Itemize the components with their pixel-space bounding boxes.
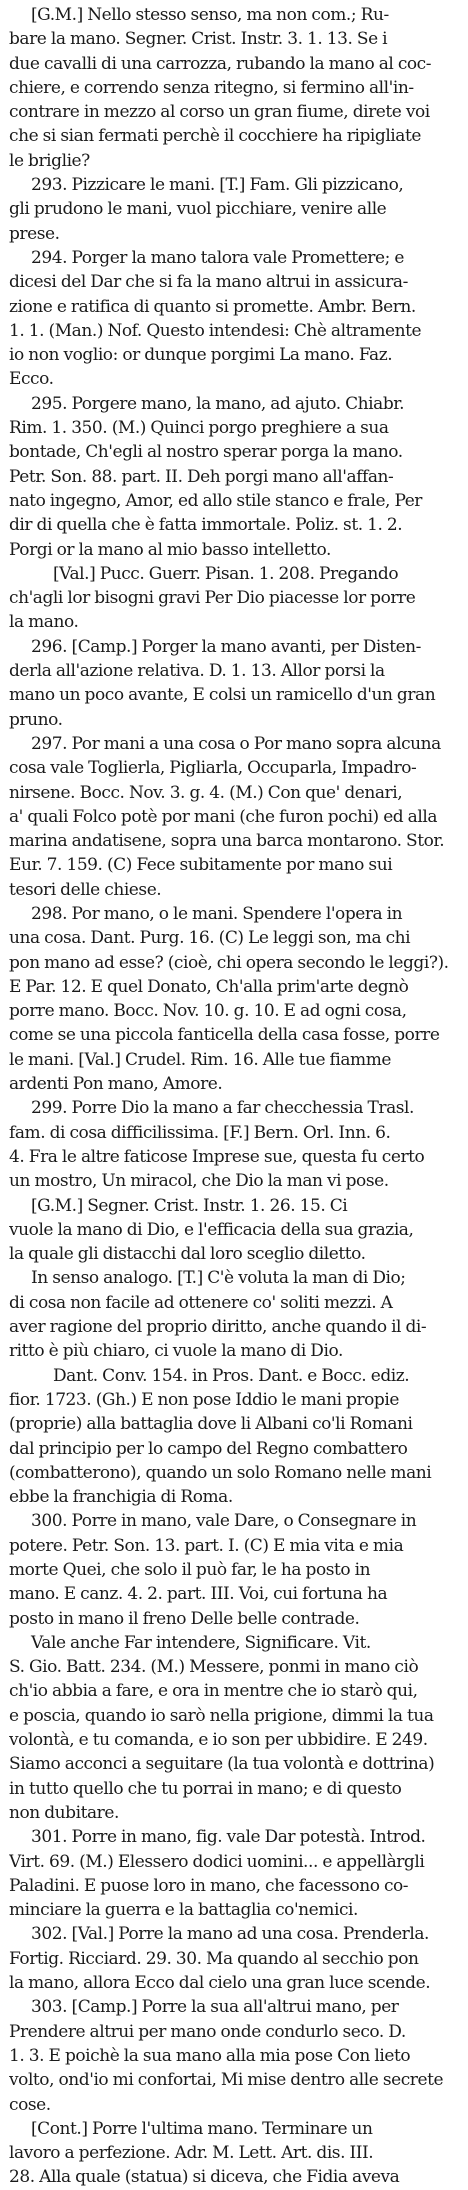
text-line: in tutto quello che tu porrai in mano; e di questo [9,1778,402,1799]
text-line: a' quali Folco potè por mani (che furon pochi) ed alla [9,806,438,827]
text-line: 301. Porre in mano, fig. vale Dar potestà. Introd. [31,1827,426,1848]
text-line: bontade, Ch'egli al nostro sperar porga la mano. [9,442,403,463]
text-line: ch'agli lor bisogni gravi Per Dio piacesse lor porre [9,588,416,609]
text-line: mano un poco avante, E colsi un ramicello d'un gran [9,685,436,706]
text-line: lavoro a perfezione. Adr. M. Lett. Art. dis. III. [9,2143,374,2164]
text-line: Virt. 69. (M.) Elessero dodici uomini... e appellàrgli [9,1851,425,1872]
text-line: Rim. 1. 350. (M.) Quinci porgo preghiere a sua [9,418,389,439]
text-line: fior. 1723. (Gh.) E non pose Iddio le mani propie [9,1389,399,1410]
text-line: derla all'azione relativa. D. 1. 13. Allor porsi la [9,661,385,682]
text-line: cosa vale Toglierla, Pigliarla, Occuparla, Impadro- [9,758,417,779]
text-line: pon mano ad esse? (cioè, chi opera secondo le leggi?). [9,952,449,973]
text-line: nato ingegno, Amor, ed allo stile stanco e frale, Per [9,490,422,511]
text-line: Dant. Conv. 154. in Pros. Dant. e Bocc. ediz. [53,1365,410,1386]
text-line: ardenti Pon mano, Amore. [9,1074,223,1095]
text-line: 28. Alla quale (statua) si diceva, che Fidia aveva [9,2167,400,2188]
text-line: 293. Pizzicare le mani. [T.] Fam. Gli pizzicano, [31,175,404,196]
text-line: zione e ratifica di quanto si promette. Ambr. Bern. [9,296,416,317]
text-line: dicesi del Dar che si fa la mano altrui in assicura- [9,272,408,293]
text-line: 295. Porgere mano, la mano, ad ajuto. Chiabr. [31,393,405,414]
text-line: (proprie) alla battaglia dove li Albani co'li Romani [9,1414,413,1435]
text-line: e poscia, quando io sarò nella prigione, dimmi la tua [9,1705,434,1726]
text-line: ebbe la franchigia di Roma. [9,1487,233,1508]
text-line: dal principio per lo campo del Regno combattero [9,1438,408,1459]
text-line: [G.M.] Segner. Crist. Instr. 1. 26. 15. Ci [31,1195,348,1216]
text-line: Vale anche Far intendere, Significare. Vit. [31,1632,371,1653]
text-line: posto in mano il freno Delle belle contrade. [9,1608,360,1629]
text-line: pruno. [9,709,63,730]
text-line: [G.M.] Nello stesso senso, ma non com.; Ru- [31,5,389,25]
text-line: Eur. 7. 159. (C) Fece subitamente por mano sui [9,855,393,876]
text-line: porre mano. Bocc. Nov. 10. g. 10. E ad ogni cosa, [9,1001,407,1022]
text-line: potere. Petr. Son. 13. part. I. (C) E mia vita e mia [9,1535,404,1556]
text-line: Fortig. Ricciard. 29. 30. Ma quando al secchio pon [9,1948,419,1969]
text-line: 1. 3. E poichè la sua mano alla mia pose Con lieto [9,2045,411,2066]
text-line: 298. Por mano, o le mani. Spendere l'opera in [31,903,403,924]
text-line: vuole la mano di Dio, e l'efficacia della sua grazia, [9,1219,414,1240]
text-line: E Par. 12. E quel Donato, Ch'alla prim'arte degnò [9,976,409,997]
text-line: 294. Porger la mano talora vale Promettere; e [31,247,404,268]
text-line: la quale gli distacchi dal loro sceglio diletto. [9,1244,366,1265]
text-line: 299. Porre Dio la mano a far checchessia Trasl. [31,1098,414,1119]
text-line: minciare la guerra e la battaglia co'nemici. [9,1900,358,1921]
text-line: la mano. [9,612,79,633]
text-line: Siamo acconci a seguitare (la tua volontà e dottrina) [9,1754,435,1775]
text-line: aver ragione del proprio diritto, anche quando il di- [9,1317,427,1338]
text-line: di cosa non facile ad ottenere co' soliti mezzi. A [9,1292,393,1313]
text-line: due cavalli di una carrozza, rubando la mano al coc- [9,53,432,74]
text-line: fam. di cosa difficilissima. [F.] Bern. Orl. Inn. 6. [9,1122,391,1143]
text-line: che si sian fermati perchè il cocchiere ha ripigliate [9,126,421,147]
text-line: 1. 1. (Man.) Nof. Questo intendesi: Chè altramente [9,320,422,341]
text-line: una cosa. Dant. Purg. 16. (C) Le leggi son, ma chi [9,928,411,949]
text-line: (combatterono), quando un solo Romano nelle mani [9,1462,432,1483]
text-line: ch'io abbia a fare, e ora in mentre che io starò qui, [9,1681,418,1702]
text-line: 297. Por mani a una cosa o Por mano sopra alcuna [31,733,441,754]
text-line: Prendere altrui per mano onde condurlo seco. D. [9,2021,406,2042]
text-line: contrare in mezzo al corso un gran fiume, direte voi [9,102,430,123]
text-line: S. Gio. Batt. 234. (M.) Messere, ponmi in mano ciò [9,1657,419,1678]
text-line: marina andatisene, sopra una barca montarono. Stor. [9,831,445,852]
text-line: dir di quella che è fatta immortale. Poliz. st. 1. 2. [9,515,403,536]
text-line: Porgi or la mano al mio basso intelletto. [9,539,331,560]
text-line: 296. [Camp.] Porger la mano avanti, per Disten- [31,636,421,657]
text-line: gli prudono le mani, vuol picchiare, venire alle [9,199,387,220]
text-line: le mani. [Val.] Crudel. Rim. 16. Alle tue fiamme [9,1049,392,1070]
text-line: 300. Porre in mano, vale Dare, o Consegnare in [31,1511,417,1532]
text-line: la mano, allora Ecco dal cielo una gran luce scende. [9,1973,431,1994]
text-line: 302. [Val.] Porre la mano ad una cosa. Prenderla. [31,1924,429,1945]
text-line: [Val.] Pucc. Guerr. Pisan. 1. 208. Pregando [53,563,399,584]
text-line: le briglie? [9,150,90,171]
text-line: bare la mano. Segner. Crist. Instr. 3. 1. 13. Se i [9,29,388,50]
text-line: Ecco. [9,369,54,390]
text-line: non dubitare. [9,1802,119,1823]
text-line: Paladini. E puose loro in mano, che facessono co- [9,1875,409,1896]
text-line: mano. E canz. 4. 2. part. III. Voi, cui fortuna ha [9,1584,388,1605]
text-line: come se una piccola fanticella della casa fosse, porre [9,1025,440,1046]
text-line: io non voglio: or dunque porgimi La mano. Faz. [9,345,393,366]
text-line: In senso analogo. [T.] C'è voluta la man di Dio; [31,1268,406,1289]
text-line: morte Quei, che solo il può far, le ha posto in [9,1560,371,1580]
text-line: Petr. Son. 88. part. II. Deh porgi mano all'affan- [9,466,394,487]
text-line: [Cont.] Porre l'ultima mano. Terminare un [31,2118,373,2139]
text-line: volontà, e tu comanda, e io son per ubbidire. E 249. [9,1730,428,1751]
text-line: nirsene. Bocc. Nov. 3. g. 4. (M.) Con que' denari, [9,782,403,803]
text-line: 4. Fra le altre faticose Imprese sue, questa fu certo [9,1146,425,1167]
text-line: 303. [Camp.] Porre la sua all'altrui mano, per [31,1997,399,2018]
text-line: tesori delle chiese. [9,879,162,900]
text-line: chiere, e correndo senza ritegno, si fermino all'in- [9,77,414,98]
text-line: ritto è più chiaro, ci vuole la mano di Dio. [9,1341,343,1362]
text-line: cose. [9,2094,51,2115]
text-line: un mostro, Un miracol, che Dio la man vi pose. [9,1171,389,1192]
text-line: prese. [9,223,60,244]
text-line: volto, ond'io mi confortai, Mi mise dentro alle secrete [9,2070,444,2091]
